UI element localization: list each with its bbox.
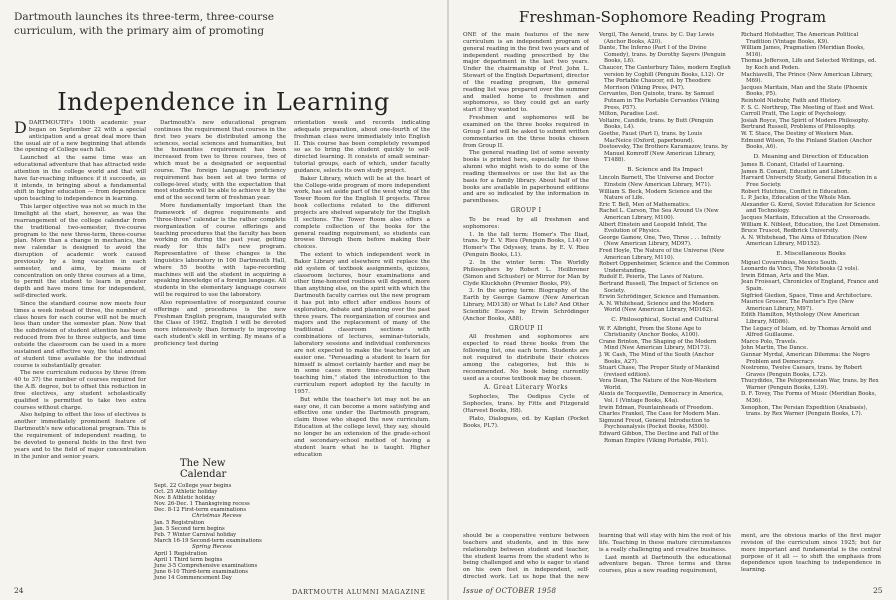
paragraph: The general reading list of some seventy books is printed here, especially for those alumni who might wish to do some of the reading themselves or use the list as the basis for a family library. About half of the books are available in paperbound editions and are so indicated by the information in parentheses. <box>463 150 589 205</box>
paragraph: More fundamentally important than the framework of degree requirements and "three-three" calendar is the rather complete reorganization of course offerings and teaching procedures that the faculty has been working on during the past year, getting ready for this fall's new program. Representative of these changes is the linguistics laboratory in 106 Dartmouth Hall, where 55 booths with tape-recording machines will aid the student in acquiring a speaking knowledge of a foreign language. All students in the elementary language courses will be required to use the laboratory. <box>154 203 286 299</box>
list-item: John Martin, The Dance. <box>741 345 809 352</box>
calendar-entry: April 1 Third term begins <box>154 557 223 564</box>
list-item: Miguel Covarrubias, Mexico South. <box>741 259 838 266</box>
calendar-box <box>154 458 272 582</box>
list-item: Thomas Jefferson, Life and Selected Writings, ed. by Koch and Peden. <box>741 58 877 71</box>
calendar-entry: March 16-19 Second-term examinations <box>154 538 262 545</box>
paragraph: This larger objective was not so much in the limelight at the start, however, as was the rearrangement of the college calendar from the traditional two-semester, five-course program to the new three-term, three-course plan. More than a change in mechanics, the new calendar is designed to avoid the disruption of academic work caused previously by a long vacation in each semester, and aims, by means of concentration on only three courses at a time, to permit the student to learn in greater depth and have more time for independent, self-directed work. <box>14 204 146 300</box>
list-item: Eric T. Bell, Men of Mathematics. <box>599 201 691 208</box>
list-item: L. P. Jacks, Education of the Whole Man. <box>741 195 852 202</box>
list-item: Erwin Schrödinger, Science and Humanism. <box>599 294 720 301</box>
article-kicker: Dartmouth launches its three-term, three-course curriculum, with the primary aim of promoting <box>14 11 274 37</box>
calendar-entry: Oct. 25 Athletic holiday <box>154 489 218 496</box>
list-item: 2. In the winter term: The Worldly Philosophers by Robert L. Heilbroner (Simon and Schuster) or Mirror for Man by Clyde Kluckhohn (Premier Books, P9). <box>463 260 589 287</box>
calendar-title: The New Calendar <box>180 458 227 480</box>
calendar-entry: June 14 Commencement Day <box>154 575 232 582</box>
list-item: William James, Pragmatism (Meridian Books, M16). <box>741 45 865 58</box>
list-item: Bertrand Russell, Problems of Philosophy. <box>741 124 856 131</box>
list-item: The Legacy of Islam, ed. by Thomas Arnold and Alfred Guillaume. <box>741 325 872 339</box>
list-item: Charles Frankel, The Case for Modern Man. <box>599 411 720 418</box>
list-item: Cervantes, Don Quixote, trans. by Samuel Putnam in The Portable Cervantes (Viking Press, P57). <box>599 91 720 111</box>
calendar-entry: Sept. 22 College year begins <box>154 483 232 489</box>
list-item: William K. Nibleet, Education, the Lost Dimension. <box>741 221 881 228</box>
list-item: Irwin Edman, Arts and the Man. <box>741 272 830 279</box>
list-item: Edith Hamilton, Mythology (New American Library, MD86). <box>741 312 860 325</box>
calendar-entry: Nov. 26-Dec. 1 Thanksgiving recess <box>154 501 250 508</box>
list-item: Goethe, Faust (Part I), trans. by Louis MacNeice (Oxford, paperbound). <box>599 130 703 144</box>
paragraph: orientation week and records indicating adequate preparation, about one-fourth of the freshman class were immediately into English II. This course has been completely revamped so as to bring the student quickly to self-directed learning. It consists of small seminar-tutorial groups, each of which, under faculty guidance, selects its own study project. <box>294 120 430 174</box>
list-item: George Gamow, One, Two, Three . . . Infinity (New American Library, MD97). <box>599 234 721 248</box>
calendar-entry: June 3-5 Comprehensive examinations <box>154 563 258 570</box>
left-column-2 <box>154 120 286 452</box>
list-item: Carroll Pratt, The Logic of Psychology. <box>741 111 847 118</box>
right-page <box>449 0 896 600</box>
left-page <box>0 0 447 600</box>
list-item: Alexander G. Korol, Soviet Education for Science and Technology. <box>741 201 876 215</box>
list-item: Edmund Wilson, To the Finland Station (Anchor Books, A6). <box>741 137 872 151</box>
paragraph: ONE of the main features of the new curriculum is an independent program of general reading in the first two years and of independent reading prescribed by the major department in the last two years. Under the chairmanship of Prof. John L. Stewart of the English Department, director of the reading program, the general reading list was prepared over the summer and mailed home to freshmen and sophomores, so they could get an early start if they wanted to. <box>463 32 589 114</box>
list-item: William S. Beck, Modern Science and the Nature of Life. <box>599 188 713 202</box>
paragraph: Dartmouth's new educational program continues the requirement that courses in the first two years be distributed among the sciences, social sciences and humanities, but the humanities requirement has been increased from two to three courses, two of which must be a designated or sequential course. The foreign language proficiency requirement has been set at two terms of college-level study, with the expectation that most students will be able to achieve it by the end of the second term of freshman year. <box>154 120 286 202</box>
list-item: Stuart Chase, The Proper Study of Mankind (revised edition). <box>599 365 720 378</box>
list-item: D. F. Tovey, The Forms of Music (Meridian Books, M36). <box>741 391 877 405</box>
list-item: Sigfried Giedion, Space, Time and Architecture. <box>741 292 873 299</box>
list-item: F. S. C. Northrop, The Meeting of East and West. <box>741 104 875 111</box>
category-heading: A. Great Literary Works <box>483 384 569 392</box>
paragraph: The new curriculum reduces by three (from 40 to 37) the number of courses required for the A.B. degree, but to offset this reduction in free electives, any student scholastically qualified is permitted to take two extra courses without charge. <box>14 370 146 411</box>
reading-program-title: Freshman-Sophomore Reading Program <box>518 8 827 26</box>
magazine-footer: DARTMOUTH ALUMNI MAGAZINE <box>292 588 426 596</box>
list-item: Rachel L. Carson, The Sea Around Us (New American Library, M100). <box>599 208 719 222</box>
list-item: A. N. Whitehead, The Aims of Education (New American Library, MD152). <box>741 234 868 248</box>
paragraph: Also representative of reorganized course offerings and procedures is the new Freshman English program, inaugurated with the Class of 1962. English I will be devoted more intensively than formerly to improving each student's skill in writing. By means of a proficiency test during <box>154 299 286 347</box>
bottom-text-3 <box>741 533 881 581</box>
list-item: Fred Hoyle, The Nature of the Universe (New American Library, M110). <box>599 248 725 261</box>
paragraph: Baker Library, which will be at the heart of the College-wide program of more independent work, has set aside part of the west wing of the Tower Room for the English II projects. Three book collections related to the different projects are shelved separately for the English II sections. The Tower Room also offers a complete collection of the books for the general reading requirement, so students can browse through them before making their choices. <box>294 175 430 251</box>
list-item: Plato, Dialogues, ed. by Kaplan (Pocket Books, PL7). <box>463 415 589 429</box>
list-item: A. N. Whitehead, Science and the Modern World (New American Library, MD162). <box>599 300 714 314</box>
calendar-entry: Feb. 7 Winter Carnival holiday <box>154 532 237 539</box>
left-column-1 <box>14 120 146 575</box>
list-item: Harvard University Study, General Education in a Free Society. <box>741 175 877 189</box>
list-item: J. W. Cash, The Mind of the South (Anchor Books, A27). <box>599 351 715 365</box>
article-headline: Independence in Learning <box>57 88 390 117</box>
list-item: W. T. Stace, The Destiny of Western Man. <box>741 130 854 137</box>
list-item: James B. Conant, Education and Liberty. <box>741 168 852 175</box>
paragraph: Also helping to offset the loss of electives is another immediately prominent feature of Dartmouth's new educational program. This is the requirement of independent reading, to be devoted to general fields in the first two years and to the field of major concentration in the junior and senior years. <box>14 412 146 460</box>
list-item: Josiah Royce, The Spirit of Modern Philosophy. <box>741 117 870 124</box>
calendar-entry: June 6-10 Third-term examinations <box>154 569 248 576</box>
right-column-2 <box>599 32 731 527</box>
paragraph: All freshmen and sophomores are expected to read three books from the following list, one each term. Students are not required to distribute their choices among the categories, but this is recommended. No book being currently used as a course textbook may be chosen. <box>463 334 589 382</box>
list-item: Maurice Grosser, The Painter's Eye (New American Library, M97). <box>741 299 854 312</box>
list-item: Machiavelli, The Prince (New American Library, M69). <box>741 71 873 85</box>
list-item: Dostoevsky, The Brothers Karamazov, trans. by Manuel Komroff (New American Library, T1488). <box>599 144 728 164</box>
paragraph: Launched at the same time was an educational adventure that has attracted wide attention in the college world and that will have far-reaching influence if it succeeds, as it intends, in bringing about a fundamental shift in higher education — from dependence upon teaching to independence in learning. <box>14 155 146 203</box>
paragraph: The extent to which independent work in Baker Library and elsewhere will replace the old system of textbook assignments, quizzes, classroom lectures, hour examinations and other time-honored routines will depend, more than anything else, on the spirit with which the Dartmouth faculty carries out the new program it has put into effect after endless hours of exploration, debate and planning over the past three years. The reorganization of courses and majors and the replacement of many of the traditional classroom sections with combinations of lectures, seminar-tutorials, laboratory sessions and individual conferences are not expected to make the teacher's lot an easier one. "Persuading a student to learn for himself is almost certainly harder and may be in some cases more time-consuming than teaching him," stated the introduction to the curriculum report adopted by the faculty in 1957. <box>294 252 430 395</box>
list-item: Robert Oppenheimer, Science and the Common Understanding. <box>599 261 730 274</box>
page-number: 25 <box>873 586 883 595</box>
calendar-section-spring: Spring Recess <box>192 544 232 551</box>
list-item: Gunnar Myrdal, American Dilemma: the Negro Problem and Democracy. <box>741 351 870 365</box>
list-item: 3. In the spring term: Biography of the Earth by George Gamow (New American Library, MD138) or What Is Life? And Other Scientific Essays by Erwin Schrödinger (Anchor Books, A88). <box>463 288 589 322</box>
list-item: Lincoln Barnett, The Universe and Doctor Einstein (New American Library, M71). <box>599 175 714 189</box>
list-item: Jacques Maritain, Man and the State (Phoenix Books, P5). <box>741 84 868 98</box>
list-item: Marco Polo, Travels. <box>741 338 798 345</box>
list-item: Leonardo da Vinci, The Notebooks (2 vols). <box>741 266 860 273</box>
list-item: Richard Hofstadter, The American Political Tradition (Vintage Books, K9). <box>741 32 859 45</box>
paragraph: To be read by all freshmen and sophomores: <box>463 216 589 230</box>
paragraph: Last month at Dartmouth the educational adventure began. Three terms and three courses, plus a new reading requirement, <box>599 554 731 575</box>
list-item: Jean Froissart, Chronicles of England, France and Spain. <box>741 279 879 292</box>
calendar-entry: Jan. 5 Registration <box>154 520 205 527</box>
lead-paragraph: DDARTMOUTH's 190th academic year began on September 22 with a special anticipation and a great deal more than the usual air of a new beginning that attends the opening of College each fall. <box>14 120 146 154</box>
issue-footer: Issue of OCTOBER 1958 <box>463 587 557 595</box>
bottom-text-2 <box>599 533 731 581</box>
paragraph: But while the teacher's lot may not be an easy one, it can become a more satisfying and effective one under the Dartmouth program, claim those who shaped the new curriculum. Education at the college level, they say, should no longer be an extension of the grade-school and secondary-school method of having a student learn what he is taught. Higher education <box>294 396 430 458</box>
list-item: Milton, Paradise Lost. <box>599 111 659 118</box>
list-item: Bruce Truscot, Redbrick University. <box>741 228 839 235</box>
category-heading: E. Miscellaneous Books <box>776 251 846 257</box>
right-column-1 <box>463 32 589 527</box>
calendar-entry: Dec. 8-12 First-term examinations <box>154 507 247 514</box>
left-column-3 <box>294 120 430 575</box>
category-heading: D. Meaning and Direction of Education <box>753 153 869 160</box>
list-item: Rudolf E. Peierls, The Laws of Nature. <box>599 274 704 281</box>
list-item: Crane Brinton, The Shaping of the Modern Mind (New American Library, MD173). <box>599 338 717 352</box>
paragraph: ment, are the obvious marks of the first major revision of the curriculum since 1925; but far more important and fundamental is the central purpose of it all — to shift the emphasis from dependence upon teaching to independence in learning. <box>741 533 881 574</box>
paragraph: Since the standard course now meets four times a week instead of three, the number of class hours for each course will not be much less than under the semester plan. Now that the subdivision of student attention has been reduced from five to three subjects, and time outside the classroom can be used in a more sustained and effective way, the total amount of student time available for the individual course is substantially greater. <box>14 300 146 369</box>
right-column-3 <box>741 32 881 527</box>
list-item: Vera Dean, The Nature of the Non-Western World. <box>599 378 717 391</box>
category-heading: C. Philosophical, Social and Cultural <box>611 316 719 323</box>
list-item: Reinhold Niebuhr, Faith and History. <box>741 97 842 104</box>
list-item: Albert Einstein and Leopold Infeld, The Evolution of Physics. <box>599 221 707 235</box>
list-item: Dante, The Inferno (Part I of the Divine Comedy), trans. by Dorothy Sayers (Penguin Books, L6). <box>599 45 726 65</box>
paragraph: should be a cooperative venture between teachers and students, and in this new relationship between student and teacher, the student learns from the student who is being challenged and who is eager to stand on his own feet in independent, self-directed work. Let us hope that the new <box>463 533 589 581</box>
list-item: Nostromo, Twelve Caesars, trans. by Robert Graves (Penguin Books, L72). <box>741 365 863 378</box>
group-heading: GROUP II <box>509 324 543 332</box>
list-item: Xenophon, The Persian Expedition (Anabasis), trans. by Rex Warner (Penguin Books, L7). <box>741 404 868 418</box>
paragraph: Freshmen and sophomores will be examined on the three books required in Group I and will be asked to submit written commentaries on the three books chosen from Group II. <box>463 115 589 149</box>
paragraph: learning that will stay with him the rest of his life. Teaching in these mature circumstances is a really challenging and creative business. <box>599 533 731 553</box>
list-item: Irwin Edman, Fountainheads of Freedom. <box>599 404 714 411</box>
list-item: Edward Gibbon, The Decline and Fall of the Roman Empire (Viking Portable, P61). <box>599 431 719 444</box>
page-number: 24 <box>14 586 24 595</box>
list-item: Vergil, The Aeneid, trans. by C. Day Lewis (Anchor Books, A20). <box>599 32 715 45</box>
bottom-text-1 <box>463 533 589 581</box>
list-item: Jacques Maritain, Education at the Crossroads. <box>741 215 871 222</box>
list-item: Sigmund Freud, General Introduction to Psychoanalysis (Pocket Books, M500). <box>599 417 710 431</box>
calendar-entry: Nov. 8 Athletic holiday <box>154 495 215 502</box>
list-item: Bertrand Russell, The Impact of Science on Society. <box>599 280 718 294</box>
list-item: W. F. Albright, From the Stone Age to Christianity (Anchor Books, A100). <box>599 325 702 339</box>
list-item: Chaucer, The Canterbury Tales, modern English version by Coghill (Penguin Books, L12). Or The Portable Chaucer, ed. by Theodore Morrison (Viking Press, P47). <box>599 64 731 91</box>
list-item: Thucydides, The Peloponnesian War, trans. by Rex Warner (Penguin Books, L39). <box>741 378 879 391</box>
list-item: 1. In the fall term: Homer's The Iliad, trans. by E. V. Rieu (Penguin Books, L14) or Homer's The Odyssey, trans. by E. V. Rieu (Penguin Books, L1). <box>463 231 589 259</box>
category-heading: B. Science and Its Impact <box>627 166 703 173</box>
list-item: James B. Conant, Citadel of Learning. <box>741 162 845 169</box>
list-item: Voltaire, Candide, trans. by Butt (Penguin Books, L4). <box>599 117 714 131</box>
calendar-entry: April 1 Registration <box>154 551 208 558</box>
calendar-entry: Jan. 5 Second term begins <box>154 526 225 533</box>
list-item: Alexis de Tocqueville, Democracy in America, Vol. I (Vintage Books, K4a). <box>599 391 724 405</box>
list-item: Sophocles, The Oedipus Cycle of Sophocles, trans. by Fitts and Fitzgerald (Harvest Books, H8). <box>463 394 589 414</box>
group-heading: GROUP I <box>510 207 542 215</box>
list-item: Robert Hutchins, Conflict in Education. <box>741 188 850 195</box>
calendar-section-christmas: Christmas Recess <box>192 513 242 520</box>
